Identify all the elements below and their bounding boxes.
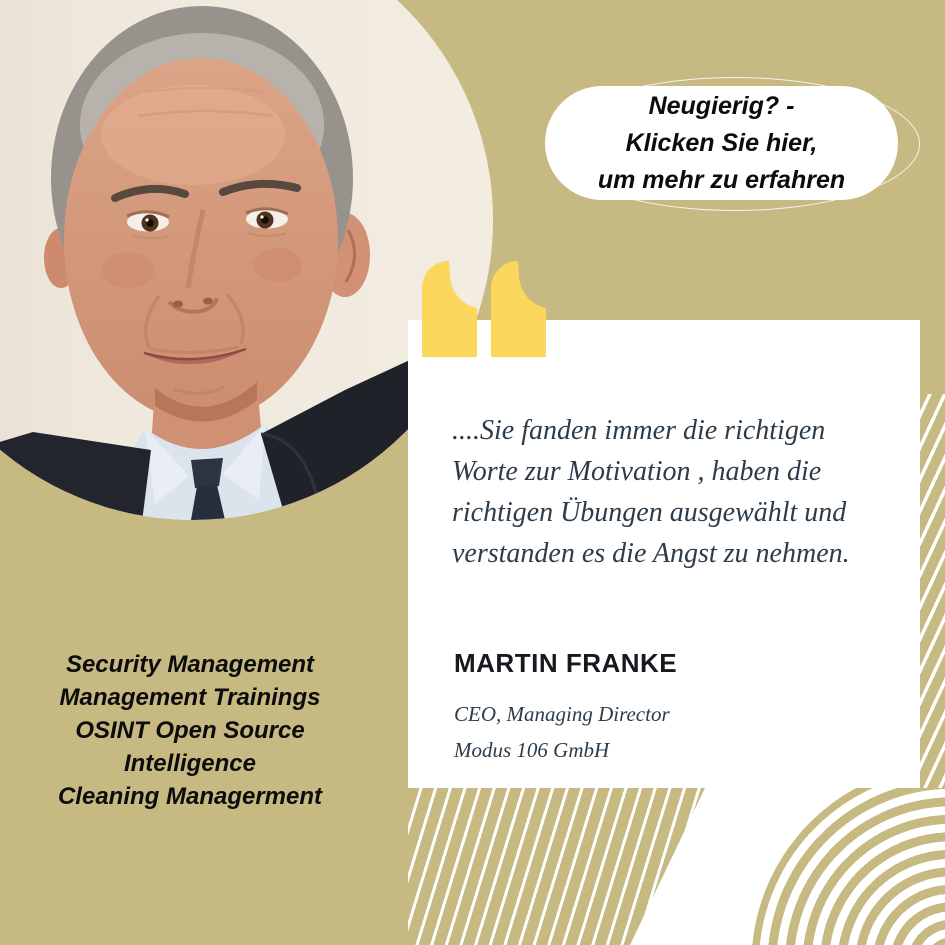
person-name: MARTIN FRANKE: [454, 648, 678, 678]
testimonial-quote: [452, 410, 892, 574]
quote-line: ....Sie fanden immer die richtigen: [452, 415, 826, 446]
services-list: [15, 648, 365, 813]
cta-bubble[interactable]: [545, 86, 898, 200]
service-item: Security Management: [65, 651, 315, 678]
service-item: Cleaning Managerment: [57, 783, 323, 810]
cta-bubble-line: Neugierig? -: [648, 91, 795, 120]
person-company: Modus 106 GmbH: [454, 738, 610, 762]
quote-line: Worte zur Motivation , haben die: [452, 456, 822, 487]
right-arc-stripes-decoration: [917, 394, 945, 788]
testimonial-card: [408, 320, 920, 788]
service-item: OSINT Open Source: [75, 717, 305, 744]
service-item: Intelligence: [123, 750, 257, 777]
bottom-decoration-band: [408, 788, 945, 945]
corner-rings-decoration: [730, 788, 945, 945]
bottom-left-stripes-decoration: [408, 788, 708, 945]
quote-line: verstanden es die Angst zu nehmen.: [452, 538, 850, 569]
quote-line: richtigen Übungen ausgewählt und: [452, 497, 847, 528]
service-item: Management Trainings: [59, 684, 321, 711]
cta-bubble-text: [598, 88, 845, 199]
cta-bubble-line: Klicken Sie hier,: [625, 128, 818, 157]
opening-quote-icon: [422, 261, 547, 357]
person-role: CEO, Managing Director: [454, 702, 670, 726]
cta-bubble-line: um mehr zu erfahren: [597, 165, 846, 194]
